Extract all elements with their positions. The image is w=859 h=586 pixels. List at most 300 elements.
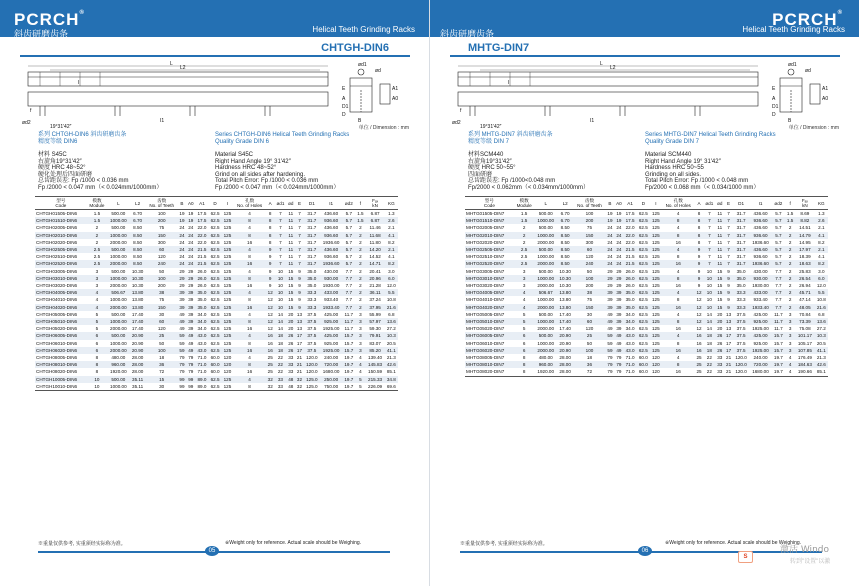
- table-cell: 8: [266, 232, 275, 239]
- table-cell: 33: [274, 383, 286, 391]
- table-cell: 9: [695, 246, 704, 253]
- table-cell: 19: [179, 218, 185, 224]
- table-cell: 4: [87, 304, 107, 311]
- table-cell: 49: [186, 347, 195, 354]
- table-cell: 31.7: [736, 254, 746, 260]
- table-cell: 11.7: [774, 311, 783, 317]
- table-cell: 37.5: [736, 326, 746, 332]
- brand-logo: PCRCH®: [772, 10, 843, 29]
- table-cell: 62.5: [638, 283, 648, 289]
- table-row: [35, 289, 398, 296]
- table-row: [465, 224, 828, 231]
- table-cell: 2: [785, 246, 795, 253]
- table-cell: 7: [298, 225, 301, 231]
- table-cell: 30: [146, 383, 178, 391]
- table-cell: 240: [146, 260, 178, 267]
- table-cell: 184.63: [795, 361, 814, 368]
- table-cell: 17.5: [197, 211, 207, 216]
- table-cell: 125.0: [304, 376, 320, 383]
- table-row: [465, 318, 828, 325]
- table-cell: 62.5: [637, 246, 650, 253]
- table-cell: 6.87: [370, 211, 380, 216]
- table-cell: 62.5: [209, 246, 222, 253]
- table-cell: 13: [296, 326, 303, 332]
- table-row: [465, 268, 828, 275]
- table-cell: 9: [695, 275, 704, 282]
- table-cell: 7: [703, 246, 715, 253]
- table-cell: 8: [233, 361, 266, 368]
- table-cell: CHTGH05005-DIN6: [36, 311, 78, 317]
- table-cell: 500.00: [107, 376, 129, 383]
- column-header: B: [606, 197, 615, 210]
- table-cell: 3: [359, 326, 362, 332]
- table-cell: 1000.00: [110, 254, 127, 260]
- table-cell: 75: [586, 297, 593, 303]
- table-cell: 36: [146, 361, 178, 368]
- table-cell: 125: [650, 304, 662, 311]
- table-cell: 2.1: [815, 246, 828, 253]
- dim-label-f: f: [460, 108, 462, 114]
- table-cell: 7: [279, 254, 282, 260]
- table-cell: 34.0: [197, 311, 207, 317]
- table-cell: 60: [573, 318, 605, 325]
- table-cell: 15: [717, 290, 723, 296]
- table-cell: 12: [696, 304, 702, 310]
- table-cell: 3: [355, 347, 365, 354]
- spec-line: Fp/2000 < 0.062mm（< 0.034mm/1000mm）: [468, 184, 590, 191]
- product-code-title: CHTGH-DIN6: [321, 42, 389, 54]
- table-cell: 7: [279, 225, 282, 231]
- table-cell: 125: [223, 383, 232, 389]
- table-cell: MHTG03005-DIN7: [466, 268, 505, 274]
- table-cell: 16: [696, 340, 702, 346]
- series-en-block: [645, 132, 776, 146]
- table-cell: 2000.00: [110, 326, 127, 332]
- table-cell: 125: [652, 297, 660, 303]
- table-cell: 24: [188, 225, 194, 231]
- table-cell: 2.5: [93, 254, 101, 260]
- table-row: [35, 368, 398, 375]
- table-cell: 2.1: [385, 246, 398, 253]
- table-cell: 8: [233, 383, 266, 391]
- table-row: [465, 275, 828, 282]
- table-cell: 240: [573, 260, 605, 267]
- table-cell: 10: [277, 297, 283, 303]
- table-cell: 9: [266, 275, 275, 282]
- table-cell: 5: [355, 376, 365, 383]
- table-cell: 2000.00: [537, 283, 555, 289]
- table-cell: 27.2: [386, 326, 396, 332]
- table-cell: 125: [652, 311, 660, 317]
- table-cell: 21.5: [623, 246, 636, 253]
- table-cell: 9: [298, 268, 301, 274]
- table-cell: 62.5: [638, 254, 648, 260]
- table-cell: 6.0: [815, 275, 828, 282]
- table-cell: 1000.00: [534, 232, 557, 239]
- table-cell: 62.5: [637, 332, 650, 339]
- table-cell: MHTG08010-DIN7: [465, 361, 514, 368]
- title-rule: [450, 55, 840, 57]
- table-cell: 1680.00: [749, 368, 772, 376]
- table-cell: 433.00: [749, 289, 772, 296]
- table-cell: 62.5: [210, 268, 220, 274]
- table-cell: 1930.00: [752, 283, 769, 289]
- table-cell: MHTG04020-DIN7: [465, 304, 514, 311]
- table-cell: 26: [717, 340, 723, 346]
- table-row: [35, 210, 398, 218]
- table-cell: 69.6: [385, 383, 398, 391]
- table-cell: 7.7: [342, 304, 355, 311]
- table-cell: 7: [274, 217, 286, 224]
- table-cell: 20.90: [557, 332, 573, 339]
- table-cell: 35.0: [197, 297, 207, 303]
- table-cell: 33: [288, 355, 294, 361]
- table-cell: 4: [248, 268, 251, 274]
- table-cell: 5: [522, 326, 526, 332]
- table-cell: 7: [298, 211, 301, 216]
- table-cell: 43.0: [195, 332, 208, 339]
- dim-label-A: A: [342, 96, 346, 102]
- table-cell: 7: [724, 232, 733, 239]
- table-cell: 13: [296, 311, 303, 317]
- table-cell: 21.5: [195, 260, 208, 267]
- table-cell: 125: [223, 326, 232, 332]
- table-cell: 59: [607, 333, 613, 339]
- table-cell: 32: [296, 376, 303, 382]
- table-cell: CHTGH08020-DIN6: [36, 369, 78, 375]
- table-cell: 10: [277, 268, 283, 274]
- table-cell: 18: [274, 347, 286, 354]
- table-cell: 100: [146, 347, 178, 354]
- table-cell: 9: [268, 268, 272, 274]
- table-cell: 8: [233, 232, 266, 239]
- table-cell: 8: [268, 211, 272, 216]
- dim-label-B: B: [358, 118, 362, 124]
- table-cell: 24: [616, 239, 622, 245]
- table-cell: 933.40: [753, 297, 768, 303]
- table-cell: 8: [662, 275, 695, 282]
- table-cell: 8: [248, 340, 251, 346]
- table-cell: 62.5: [637, 217, 650, 224]
- table-cell: 1936.60: [322, 239, 340, 245]
- table-row: [465, 282, 828, 289]
- table-cell: 6.0: [385, 275, 398, 282]
- table-cell: 125: [652, 239, 660, 245]
- table-cell: 24: [614, 246, 623, 253]
- table-cell: 125: [223, 268, 232, 274]
- table-cell: 105.17: [797, 340, 812, 346]
- table-cell: 4: [514, 304, 535, 311]
- table-cell: 24: [607, 239, 613, 245]
- table-cell: 62.5: [637, 347, 650, 354]
- table-cell: 176.49: [797, 355, 812, 361]
- table-cell: 1.3: [388, 211, 395, 216]
- table-cell: 13.6: [815, 318, 828, 325]
- table-cell: 8.50: [133, 225, 143, 231]
- table-cell: 2000.00: [534, 260, 557, 267]
- table-cell: 500.00: [111, 268, 126, 274]
- table-cell: 20: [717, 326, 723, 332]
- dim-label-L2: L2: [610, 65, 616, 71]
- grade-cn: 精度等级 DIN 7: [468, 139, 510, 145]
- table-cell: 1.5: [93, 211, 101, 216]
- table-cell: 79: [607, 369, 613, 375]
- table-cell: 34.0: [623, 318, 636, 325]
- column-header: D1: [733, 197, 749, 210]
- dim-label-A: A: [772, 96, 776, 102]
- table-cell: 39: [179, 304, 185, 310]
- table-cell: 1680.00: [322, 369, 340, 375]
- table-cell: 79: [614, 361, 623, 368]
- table-cell: 8: [695, 232, 704, 239]
- table-cell: 49: [607, 311, 613, 317]
- table-cell: 83.07: [369, 340, 381, 346]
- table-cell: 11: [715, 260, 724, 267]
- table-cell: 6.70: [133, 211, 143, 216]
- table-cell: 10: [87, 376, 107, 383]
- table-cell: CHTGH04020-DIN6: [35, 304, 87, 311]
- table-cell: 226.09: [365, 383, 384, 391]
- table-cell: 16: [675, 326, 681, 332]
- table-cell: 24: [179, 261, 185, 267]
- table-cell: 49: [179, 319, 185, 325]
- table-cell: 39: [607, 297, 613, 303]
- tray-app-icon[interactable]: S: [738, 551, 753, 563]
- table-cell: CHTGH04010-DIN6: [36, 297, 78, 303]
- table-cell: 37.5: [307, 311, 317, 317]
- table-cell: 99: [179, 383, 185, 389]
- table-cell: 62.5: [209, 275, 222, 282]
- table-cell: 17.40: [557, 318, 573, 325]
- column-header: I: [222, 197, 234, 210]
- table-cell: MHTG06005-DIN7: [465, 332, 514, 339]
- table-cell: 10: [274, 304, 286, 311]
- grade-en: Quality Grade DIN 6: [215, 139, 270, 145]
- spec-line: Hardness HRC 48~52°: [215, 165, 277, 171]
- rack-technical-drawing: [20, 60, 415, 130]
- table-cell: 31.7: [733, 260, 749, 267]
- table-cell: 2: [95, 225, 99, 231]
- table-cell: 29: [179, 275, 185, 281]
- table-cell: 7: [727, 225, 730, 231]
- table-cell: 430.00: [753, 268, 768, 274]
- table-cell: 24: [614, 232, 623, 239]
- table-cell: 1000.00: [110, 297, 127, 303]
- page-number: 06: [638, 546, 652, 556]
- table-cell: 24: [614, 260, 623, 267]
- table-cell: 22.0: [623, 232, 636, 239]
- table-cell: 49: [614, 332, 623, 339]
- table-cell: 62.5: [209, 347, 222, 354]
- helix-angle-label: 19°31′42″: [50, 124, 72, 130]
- table-cell: 15: [288, 268, 294, 274]
- table-cell: 125: [650, 332, 662, 339]
- column-header: E: [295, 197, 304, 210]
- table-cell: 31.7: [736, 211, 746, 216]
- table-cell: 16: [675, 283, 681, 289]
- table-cell: 125: [223, 333, 232, 339]
- table-cell: 15.7: [773, 340, 783, 346]
- table-cell: 2: [788, 239, 792, 245]
- spec-cn-list: [38, 152, 162, 191]
- dim-label-I1: I1: [590, 118, 595, 124]
- table-cell: 6.8: [818, 311, 825, 317]
- table-cell: 936.60: [749, 217, 772, 224]
- column-header: L2: [557, 197, 573, 210]
- table-cell: 100: [573, 275, 605, 282]
- table-row: [35, 296, 398, 303]
- table-cell: 15.7: [342, 332, 355, 339]
- table-cell: CHTGH02505-DIN6: [35, 246, 87, 253]
- table-cell: 28.00: [130, 361, 146, 368]
- spec-line: 材料SCM440: [468, 152, 504, 158]
- table-cell: 14.52: [369, 254, 381, 260]
- table-cell: 35.0: [625, 297, 635, 303]
- table-cell: 19: [607, 218, 613, 224]
- table-cell: 41.1: [815, 347, 828, 354]
- table-row: [35, 275, 398, 282]
- table-cell: 1925.00: [322, 326, 340, 332]
- table-cell: 24: [607, 232, 613, 238]
- table-cell: 3: [87, 275, 107, 282]
- table-cell: 17: [726, 340, 732, 346]
- table-cell: 57.97: [365, 318, 384, 325]
- table-cell: 120.0: [306, 355, 318, 361]
- table-cell: 2: [87, 232, 107, 239]
- table-cell: 4.1: [388, 254, 395, 260]
- table-cell: 436.60: [749, 246, 772, 253]
- table-cell: 21.5: [625, 254, 635, 260]
- spec-table: [35, 196, 398, 391]
- spec-line: Grind on all sides after hardening.: [215, 171, 306, 178]
- table-cell: 39: [614, 304, 623, 311]
- table-cell: 425.00: [749, 332, 772, 339]
- table-cell: 39: [188, 326, 194, 332]
- table-cell: 11: [288, 225, 294, 231]
- table-cell: 17.40: [131, 326, 144, 332]
- table-cell: 14: [277, 311, 283, 317]
- table-cell: 49: [607, 326, 613, 332]
- table-cell: 30: [586, 311, 593, 317]
- table-cell: 8: [268, 225, 272, 231]
- table-cell: 125: [223, 319, 232, 325]
- table-cell: 22: [706, 355, 712, 361]
- table-cell: 43.0: [623, 332, 636, 339]
- table-cell: 21.6: [385, 304, 398, 311]
- table-cell: 11: [717, 225, 723, 231]
- table-cell: 17.40: [559, 311, 571, 317]
- table-cell: 28.00: [557, 368, 573, 376]
- table-cell: 12.0: [386, 283, 396, 289]
- dim-label-E: E: [342, 86, 346, 92]
- table-cell: 62.5: [637, 260, 650, 267]
- table-cell: 39: [614, 318, 623, 325]
- table-cell: 500.00: [538, 211, 553, 216]
- table-cell: 125: [650, 217, 662, 224]
- catalog-page-right: [430, 0, 859, 586]
- table-cell: MHTG05005-DIN7: [466, 311, 505, 317]
- table-cell: 1925.00: [320, 347, 342, 354]
- table-cell: 35.0: [304, 275, 320, 282]
- table-cell: 16: [247, 369, 253, 375]
- table-cell: 9: [266, 260, 275, 267]
- table-cell: 39: [616, 326, 622, 332]
- table-cell: 2.1: [388, 225, 395, 231]
- table-cell: 500.00: [538, 311, 553, 317]
- table-cell: 15.7: [342, 347, 355, 354]
- table-cell: 120.0: [306, 369, 318, 375]
- table-cell: 1.5: [520, 211, 528, 216]
- table-cell: 24: [607, 247, 613, 253]
- column-header: A0: [186, 197, 195, 210]
- spec-table: [465, 196, 828, 377]
- table-cell: 9: [295, 289, 304, 296]
- table-cell: 29: [188, 268, 194, 274]
- table-cell: 10: [703, 289, 715, 296]
- table-cell: 2000.00: [534, 304, 557, 311]
- table-cell: 62.5: [210, 311, 220, 317]
- table-cell: 26.0: [197, 268, 207, 274]
- table-cell: MHTG08020-DIN7: [465, 368, 514, 376]
- table-cell: 10.30: [557, 275, 573, 282]
- table-header-row: [35, 197, 398, 210]
- table-cell: 3: [788, 340, 792, 346]
- table-cell: 7.7: [772, 275, 785, 282]
- table-cell: 15: [717, 268, 723, 274]
- table-cell: 2: [788, 225, 792, 231]
- table-cell: 200: [585, 283, 594, 289]
- table-cell: 50: [159, 268, 165, 274]
- spec-cn-list: [468, 152, 589, 191]
- table-cell: CHTGH08010-DIN6: [35, 361, 87, 368]
- table-cell: 25: [696, 362, 702, 368]
- table-cell: 75: [586, 225, 593, 231]
- table-cell: 2000.00: [107, 260, 129, 267]
- table-cell: 10: [274, 289, 286, 296]
- table-cell: 7: [279, 239, 282, 245]
- table-cell: MHTG03020-DIN7: [466, 283, 505, 289]
- table-cell: 20: [717, 311, 723, 317]
- spec-line: 材料 S45C: [38, 152, 67, 158]
- column-header: A: [695, 197, 704, 210]
- table-cell: 18.39: [799, 254, 811, 260]
- table-cell: 20.90: [131, 340, 144, 346]
- table-cell: 11.7: [342, 318, 355, 325]
- table-cell: 7.7: [345, 283, 353, 289]
- column-header: 型号 Code: [35, 197, 87, 210]
- table-cell: 17: [296, 340, 303, 346]
- table-cell: 43.0: [195, 347, 208, 354]
- table-cell: 48: [288, 383, 294, 389]
- table-cell: CHTGH02005-DIN6: [36, 225, 78, 231]
- table-cell: 10: [87, 383, 107, 391]
- table-cell: 240.00: [753, 355, 768, 361]
- table-header-row: [465, 197, 828, 210]
- dim-label-D1: D1: [342, 104, 349, 110]
- table-cell: 31.7: [307, 239, 317, 245]
- table-cell: 49: [607, 319, 613, 325]
- table-cell: 125: [223, 211, 232, 216]
- table-cell: 4.1: [385, 232, 398, 239]
- table-cell: CHTGH10010-DIN6: [35, 383, 87, 391]
- table-cell: 22: [274, 361, 286, 368]
- table-cell: 436.60: [324, 225, 339, 231]
- table-cell: 3.0: [388, 268, 395, 274]
- table-cell: 3: [355, 318, 365, 325]
- table-cell: 8.50: [133, 239, 143, 245]
- table-cell: 16: [267, 340, 273, 346]
- spec-line: 总齿距误差: Fp /1000 < 0.036 mm: [38, 178, 129, 184]
